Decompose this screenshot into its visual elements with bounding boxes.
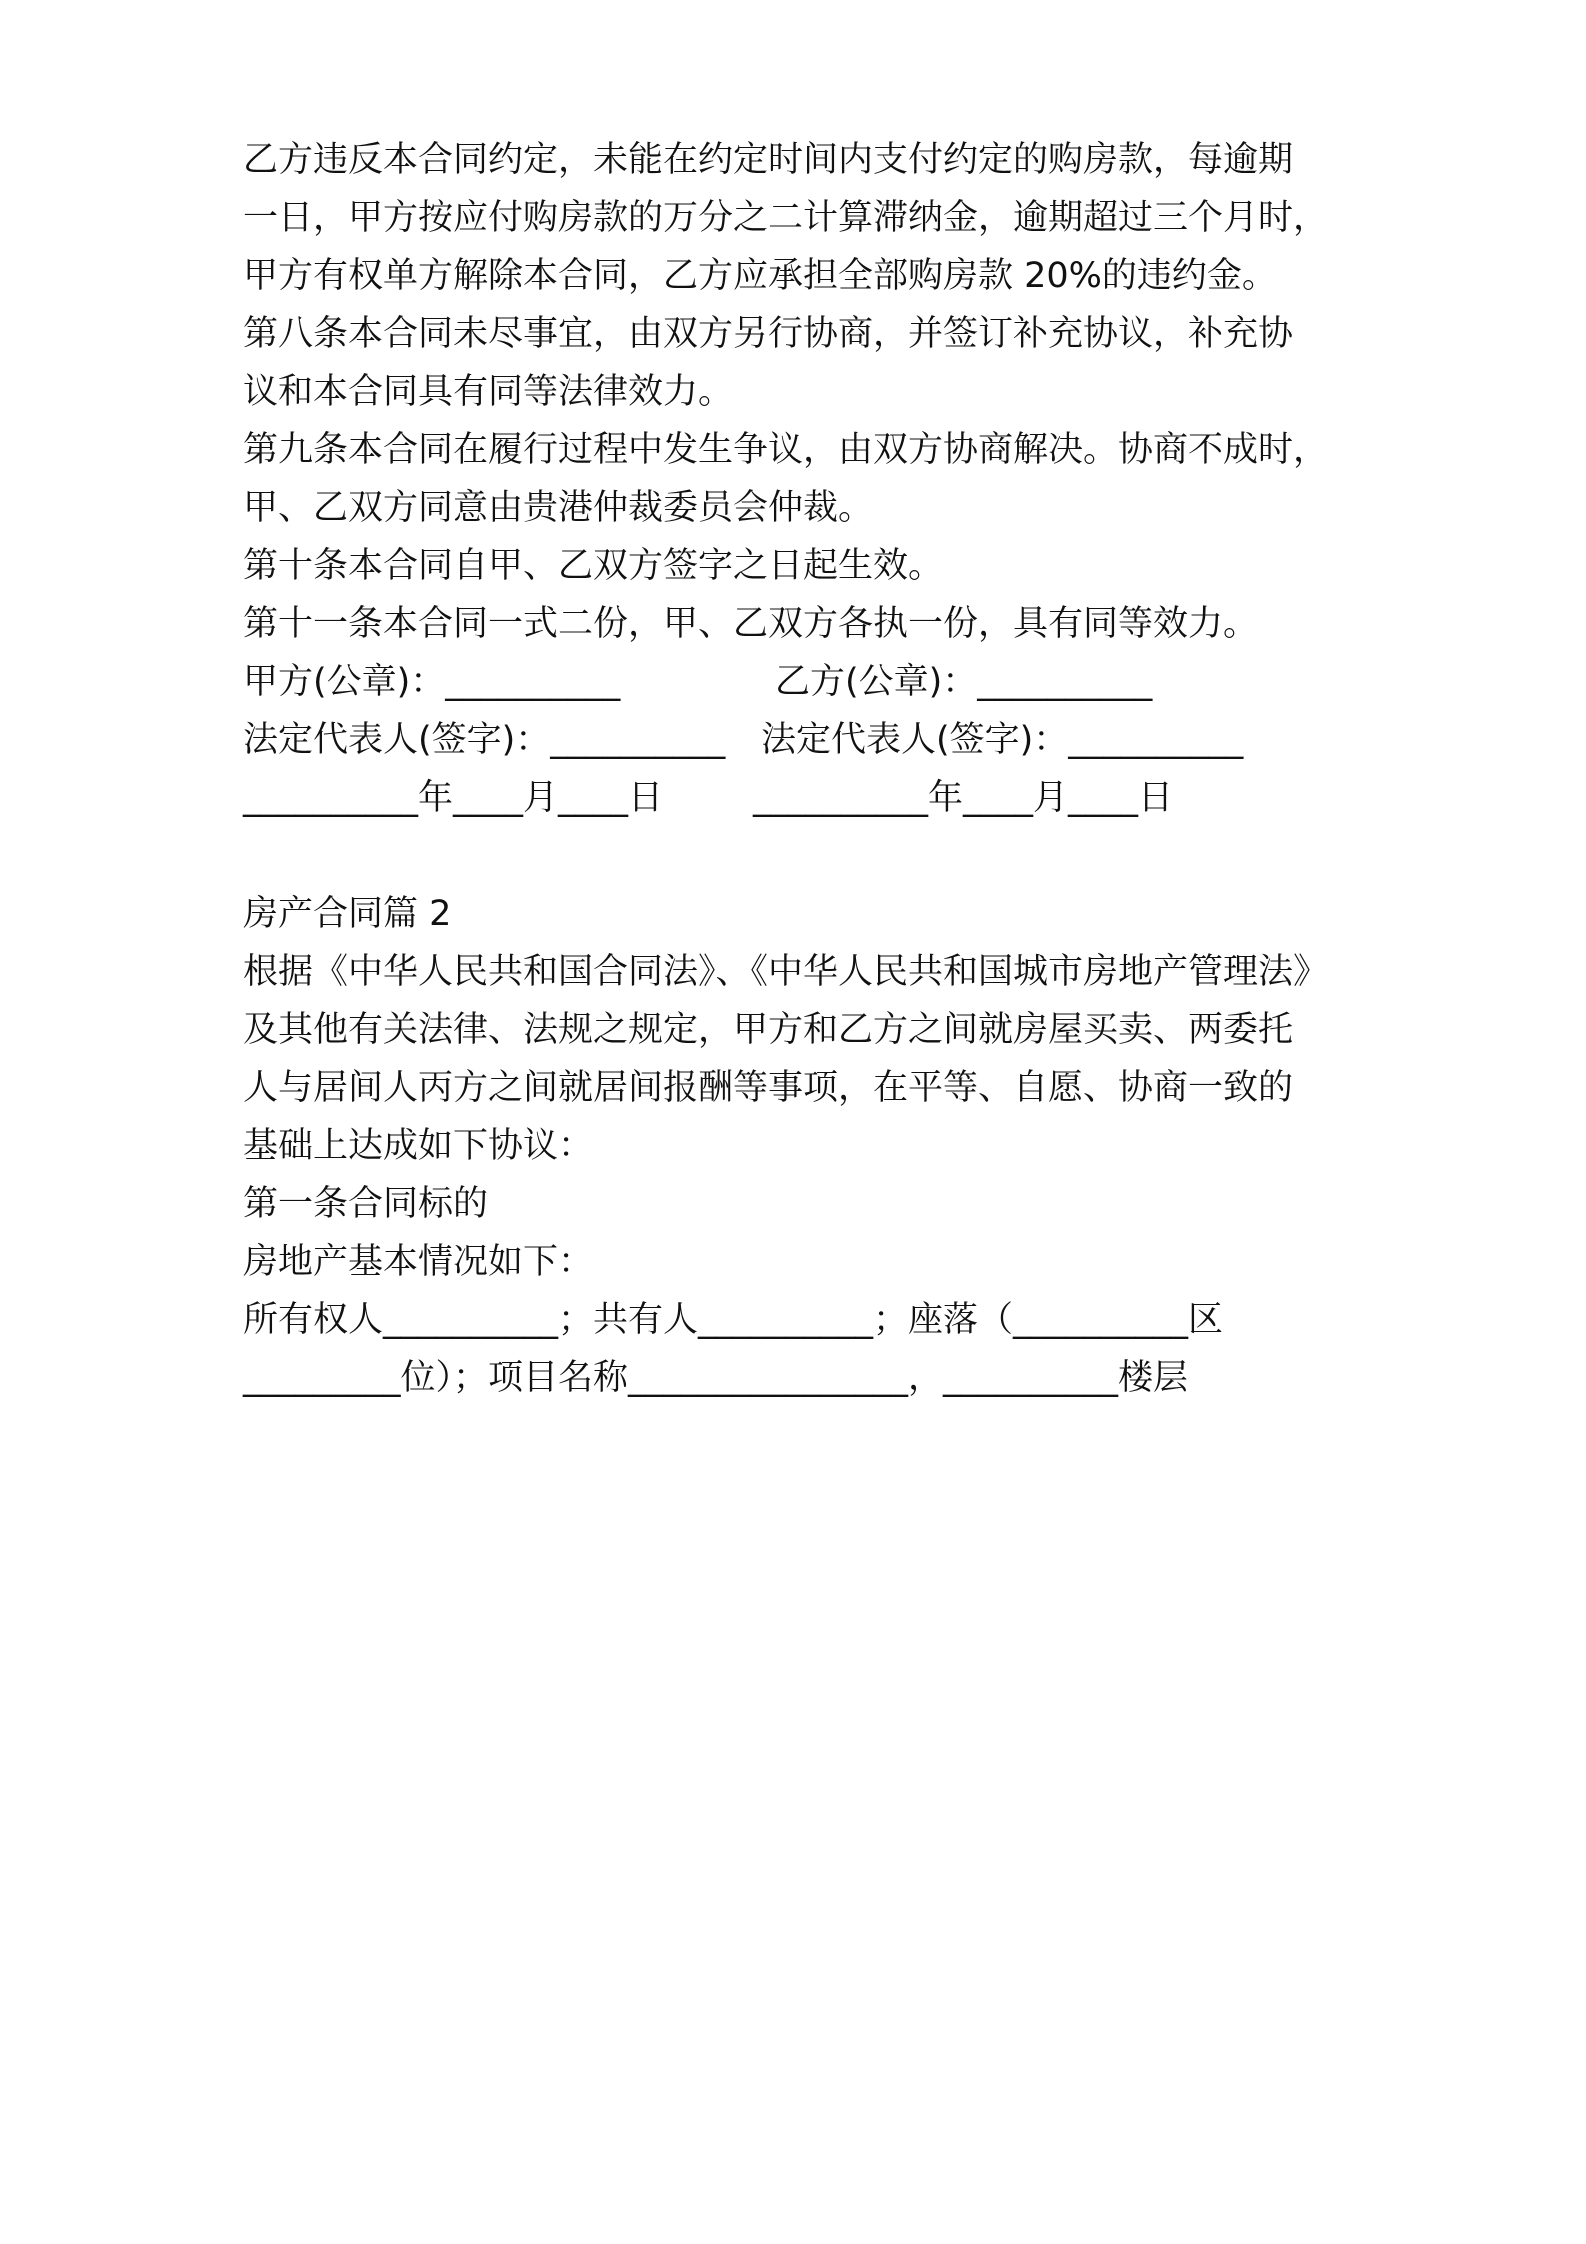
paragraph-line: 乙方违反本合同约定，未能在约定时间内支付约定的购房款，每逾期 bbox=[243, 140, 1294, 180]
party-a-seal-field: 甲方(公章)：__________ bbox=[243, 662, 621, 702]
paragraph-line: 甲、乙双方同意由贵港仲裁委员会仲裁。 bbox=[243, 488, 874, 528]
clause-1-heading: 第一条合同标的 bbox=[243, 1184, 489, 1224]
party-b-seal-field: 乙方(公章)：__________ bbox=[775, 662, 1153, 702]
party-a-representative-field: 法定代表人(签字)：__________ bbox=[243, 720, 726, 760]
clause-8-line: 第八条本合同未尽事宜，由双方另行协商，并签订补充协议，补充协 bbox=[243, 314, 1294, 354]
clause-11-line: 第十一条本合同一式二份，甲、乙双方各执一份，具有同等效力。 bbox=[243, 604, 1259, 644]
paragraph-line: 及其他有关法律、法规之规定，甲方和乙方之间就房屋买卖、两委托 bbox=[243, 1010, 1294, 1050]
paragraph-line: 一日，甲方按应付购房款的万分之二计算滞纳金，逾期超过三个月时， bbox=[243, 198, 1329, 238]
clause-9-line: 第九条本合同在履行过程中发生争议，由双方协商解决。协商不成时， bbox=[243, 430, 1329, 470]
paragraph-line: 根据《中华人民共和国合同法》、《中华人民共和国城市房地产管理法》 bbox=[243, 952, 1329, 992]
party-b-representative-field: 法定代表人(签字)：__________ bbox=[761, 720, 1244, 760]
paragraph-line: 议和本合同具有同等法律效力。 bbox=[243, 372, 734, 412]
paragraph-line: 人与居间人丙方之间就居间报酬等事项，在平等、自愿、协商一致的 bbox=[243, 1068, 1294, 1108]
party-b-date-field: __________年____月____日 bbox=[753, 778, 1174, 818]
paragraph-line: 房地产基本情况如下： bbox=[243, 1242, 594, 1282]
clause-10-line: 第十条本合同自甲、乙双方签字之日起生效。 bbox=[243, 546, 944, 586]
property-location-fields: _________位）；项目名称________________，__________楼层 bbox=[243, 1358, 1189, 1398]
paragraph-line: 基础上达成如下协议： bbox=[243, 1126, 594, 1166]
paragraph-line: 甲方有权单方解除本合同，乙方应承担全部购房款 20%的违约金。 bbox=[243, 256, 1277, 296]
property-owner-fields: 所有权人__________；共有人__________；座落（__________区 bbox=[243, 1300, 1224, 1340]
party-a-date-field: __________年____月____日 bbox=[243, 778, 664, 818]
section-heading: 房产合同篇 2 bbox=[243, 894, 452, 934]
